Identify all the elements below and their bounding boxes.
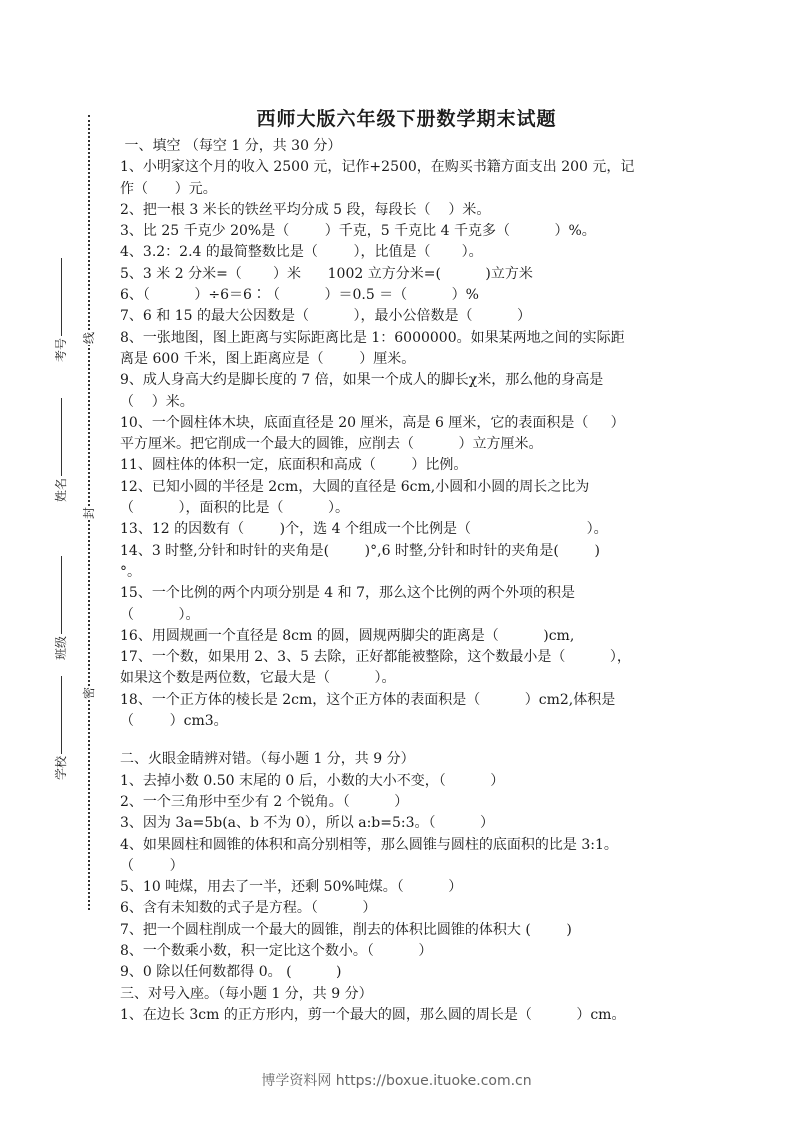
field-school [52, 676, 69, 780]
question-line: 离是 600 千米，图上距离应是（ ）厘米。 [120, 350, 416, 367]
question-line: （ ）。 [120, 606, 200, 623]
question-line: 作（ ）元。 [120, 180, 217, 197]
question-line: 15、一个比例的两个内项分别是 4 和 7，那么这个比例的两个外项的积是 [120, 585, 575, 602]
question-line: （ ），面积的比是（ ）。 [120, 500, 350, 517]
question-line: 9、成人身高大约是脚长度的 7 倍，如果一个成人的脚长χ米，那么他的身高是 [120, 372, 604, 389]
question-line: 2、一个三角形中至少有 2 个锐角。（ ） [120, 793, 409, 810]
field-name-blank[interactable] [61, 398, 62, 476]
page-title: 西师大版六年级下册数学期末试题 [256, 108, 557, 130]
question-line: 6、（ ）÷6＝6∶（ ）＝0.5 ＝（ ）% [120, 287, 479, 304]
field-school-blank[interactable] [61, 676, 62, 754]
question-line: 5、3 米 2 分米=（ ）米 1002 立方分米=( )立方米 [120, 265, 533, 282]
question-line: 6、含有未知数的式子是方程。（ ） [120, 900, 377, 917]
question-line: 3、比 25 千克少 20%是（ ）千克，5 千克比 4 千克多（ ）%。 [120, 223, 596, 240]
section-heading-true-false: 二、火眼金睛辨对错。（每小题 1 分，共 9 分） [120, 751, 415, 768]
question-line: （ ）米。 [120, 393, 194, 410]
question-line: 8、一个数乘小数，积一定比这个数小。（ ） [120, 942, 433, 959]
section-heading-fill-blank: 一、填空 （每空 1 分，共 30 分） [120, 138, 342, 154]
binding-margin [0, 0, 110, 1122]
question-line: 1、去掉小数 0.50 末尾的 0 后，小数的大小不变，（ ） [120, 772, 505, 789]
question-line: 2、把一根 3 米长的铁丝平均分成 5 段，每段长（ ）米。 [120, 201, 491, 218]
question-line: 7、把一个圆柱削成一个最大的圆锥，削去的体积比圆锥的体积大 ( ) [120, 921, 572, 938]
exam-content [120, 136, 680, 1026]
field-exam-number [52, 258, 69, 362]
question-line: 14、3 时整,分针和时针的夹角是( )°,6 时整,分针和时针的夹角是( ) [120, 542, 600, 559]
question-line: 16、用圆规画一个直径是 8cm 的圆，圆规两脚尖的距离是（ )cm, [120, 627, 575, 644]
field-school-label: 学校 [54, 755, 68, 780]
field-class-blank[interactable] [61, 556, 62, 634]
question-line: （ ） [120, 857, 184, 874]
question-line: 9、0 除以任何数都得 0。 ( ) [120, 964, 342, 981]
field-exam-number-label: 考号 [54, 337, 68, 362]
question-line: （ ）cm3。 [120, 713, 228, 730]
question-line: 18、一个正方体的棱长是 2cm，这个正方体的表面积是（ ）cm2,体积是 [120, 691, 616, 708]
question-line: 1、小明家这个月的收入 2500 元，记作+2500，在购买书籍方面支出 200 元，记 [120, 159, 635, 176]
question-line: 5、10 吨煤，用去了一半，还剩 50%吨煤。（ ） [120, 879, 463, 896]
section-spacer [120, 732, 680, 749]
question-line: 8、一张地图，图上距离与实际距离比是 1：6000000。如果某两地之间的实际距 [120, 329, 625, 346]
seal-mark-xian: 线 [82, 332, 96, 345]
question-line: 1、在边长 3cm 的正方形内，剪一个最大的圆，那么圆的周长是（ ）cm。 [120, 1006, 626, 1023]
question-line: 10、一个圆柱体木块，底面直径是 20 厘米，高是 6 厘米，它的表面积是（ ） [120, 414, 625, 431]
field-class-label: 班级 [54, 635, 68, 660]
section-heading-multiple-choice: 三、对号入座。（每小题 1 分，共 9 分） [120, 985, 373, 1002]
footer-watermark: 博学资料网 https://boxue.ituoke.com.cn [261, 1073, 532, 1089]
question-line: °。 [120, 563, 141, 580]
seal-mark-mi: 密 [82, 687, 96, 700]
field-name-label: 姓名 [54, 477, 68, 502]
seal-mark-feng: 封 [82, 507, 96, 520]
question-line: 4、3.2：2.4 的最简整数比是（ ），比值是（ ）。 [120, 244, 483, 261]
question-line: 13、12 的因数有（ )个，选 4 个组成一个比例是（ ）。 [120, 521, 608, 538]
question-line: 如果这个数是两位数，它最大是（ ）。 [120, 670, 396, 687]
field-exam-number-blank[interactable] [61, 258, 62, 336]
question-line: 7、6 和 15 的最大公因数是（ ），最小公倍数是（ ） [120, 308, 531, 325]
field-name [52, 398, 69, 502]
question-line: 3、因为 3a=5b(a、b 不为 0），所以 a:b=5:3。（ ） [120, 815, 495, 832]
question-line: 4、如果圆柱和圆锥的体积和高分别相等，那么圆锥与圆柱的底面积的比是 3:1。 [120, 836, 618, 853]
question-line: 平方厘米。把它削成一个最大的圆锥，应削去（ ）立方厘米。 [120, 436, 543, 453]
question-line: 17、一个数，如果用 2、3、5 去除，正好都能被整除，这个数最小是（ ）， [120, 649, 631, 666]
field-class [52, 556, 69, 660]
question-line: 12、已知小圆的半径是 2cm，大圆的直径是 6cm,小圆和小圆的周长之比为 [120, 478, 590, 495]
question-line: 11、圆柱体的体积一定，底面积和高成（ ）比例。 [120, 457, 468, 474]
